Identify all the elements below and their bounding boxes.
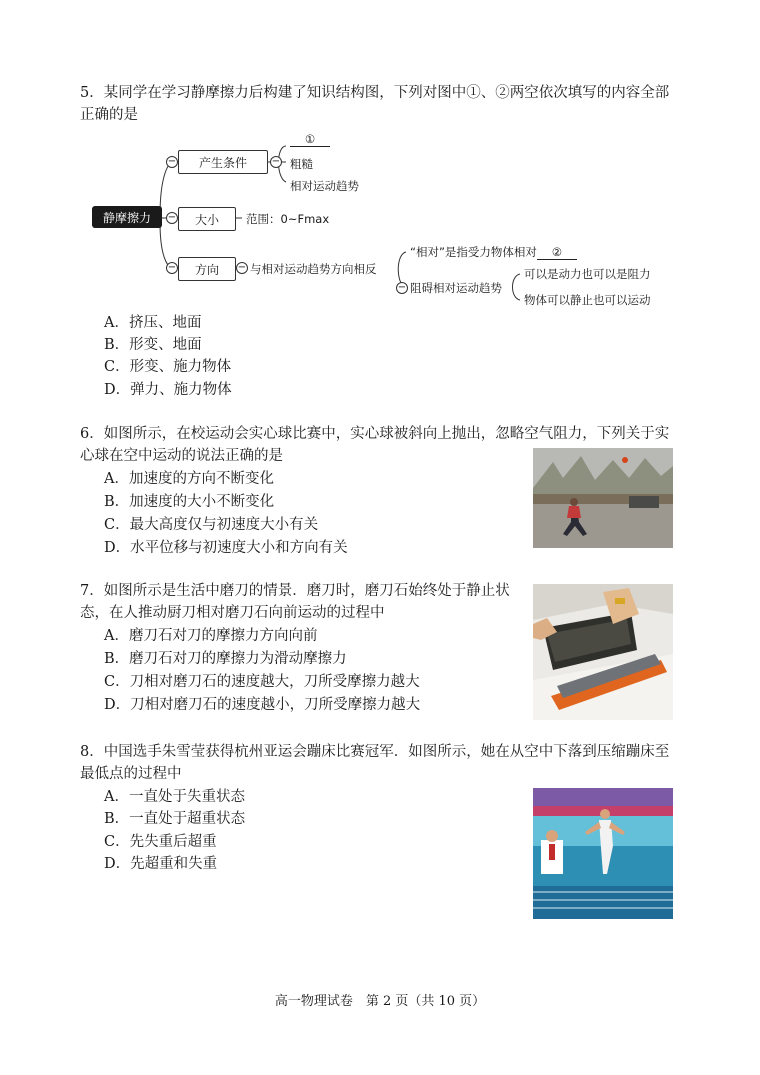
question-7-option-c: C．刀相对磨刀石的速度越大，刀所受摩擦力越大 bbox=[104, 674, 420, 690]
question-5-option-c: C．形变、施力物体 bbox=[104, 359, 232, 375]
question-6-stem: 6．如图所示，在校运动会实心球比赛中，实心球被斜向上抛出，忽略空气阻力，下列关于实心球在空中运动的说法正确的是 bbox=[80, 426, 670, 464]
knife-sharpening-photo bbox=[533, 584, 673, 720]
question-5-stem: 5．某同学在学习静摩擦力后构建了知识结构图，下列对图中①、②两空依次填写的内容全部正确的是 bbox=[80, 85, 670, 123]
question-5-option-a: A．挤压、地面 bbox=[104, 315, 202, 331]
question-8-option-b: B．一直处于超重状态 bbox=[104, 811, 246, 827]
question-7-option-d: D．刀相对磨刀石的速度越小，刀所受摩擦力越大 bbox=[104, 697, 421, 713]
mindmap-leaf-dir-rule: 与相对运动趋势方向相反 bbox=[250, 262, 377, 276]
trampoline-photo bbox=[533, 788, 673, 919]
mindmap-blank-1: ① bbox=[290, 132, 330, 147]
page-footer: 高一物理试卷 第 2 页（共 10 页） bbox=[274, 994, 486, 1009]
question-7-option-a: A．磨刀石对刀的摩擦力方向向前 bbox=[104, 628, 318, 644]
collapse-minus-icon: − bbox=[397, 282, 407, 293]
collapse-minus-icon: − bbox=[167, 262, 177, 273]
mindmap-root-node: 静摩擦力 bbox=[92, 206, 162, 228]
mindmap-leaf-power-or-resist: 可以是动力也可以是阻力 bbox=[524, 267, 651, 281]
question-5-option-d: D．弹力、施力物体 bbox=[104, 382, 232, 398]
question-8-option-a: A．一直处于失重状态 bbox=[104, 789, 245, 805]
question-6-option-c: C．最大高度仅与初速度大小有关 bbox=[104, 517, 319, 533]
mindmap-leaf-relative-note: “相对”是指受力物体相对 ② bbox=[410, 244, 577, 260]
question-7-stem: 7．如图所示是生活中磨刀的情景．磨刀时，磨刀石始终处于静止状态，在人推动厨刀相对磨刀石向前运动的过程中 bbox=[80, 583, 510, 621]
shot-put-photo bbox=[533, 448, 673, 548]
mindmap-node-condition: 产生条件 bbox=[178, 150, 268, 174]
question-8-option-d: D．先超重和失重 bbox=[104, 856, 218, 872]
mindmap-leaf-trend: 相对运动趋势 bbox=[290, 179, 359, 193]
mindmap-leaf-range: 范围：0~Fmax bbox=[246, 212, 330, 226]
mindmap-node-direction: 方向 bbox=[178, 257, 236, 281]
question-7-option-b: B．磨刀石对刀的摩擦力为滑动摩擦力 bbox=[104, 651, 347, 667]
collapse-minus-icon: − bbox=[167, 212, 177, 223]
knowledge-mindmap bbox=[90, 132, 690, 312]
mindmap-leaf-hinder: 阻碍相对运动趋势 bbox=[410, 281, 502, 295]
collapse-minus-icon: − bbox=[237, 262, 247, 273]
question-6-option-d: D．水平位移与初速度大小和方向有关 bbox=[104, 540, 348, 556]
question-5-option-b: B．形变、地面 bbox=[104, 337, 202, 353]
mindmap-leaf-still-or-move: 物体可以静止也可以运动 bbox=[524, 293, 651, 307]
question-8-option-c: C．先失重后超重 bbox=[104, 834, 217, 850]
question-6-option-a: A．加速度的方向不断变化 bbox=[104, 471, 274, 487]
collapse-minus-icon: − bbox=[167, 156, 177, 167]
question-8-stem: 8．中国选手朱雪莹获得杭州亚运会蹦床比赛冠军．如图所示，她在从空中下落到压缩蹦床至最低点的过程中 bbox=[80, 744, 670, 782]
collapse-minus-icon: − bbox=[271, 156, 281, 167]
mindmap-leaf-rough: 粗糙 bbox=[290, 157, 313, 171]
question-6-option-b: B．加速度的大小不断变化 bbox=[104, 494, 275, 510]
mindmap-node-size: 大小 bbox=[178, 207, 236, 231]
